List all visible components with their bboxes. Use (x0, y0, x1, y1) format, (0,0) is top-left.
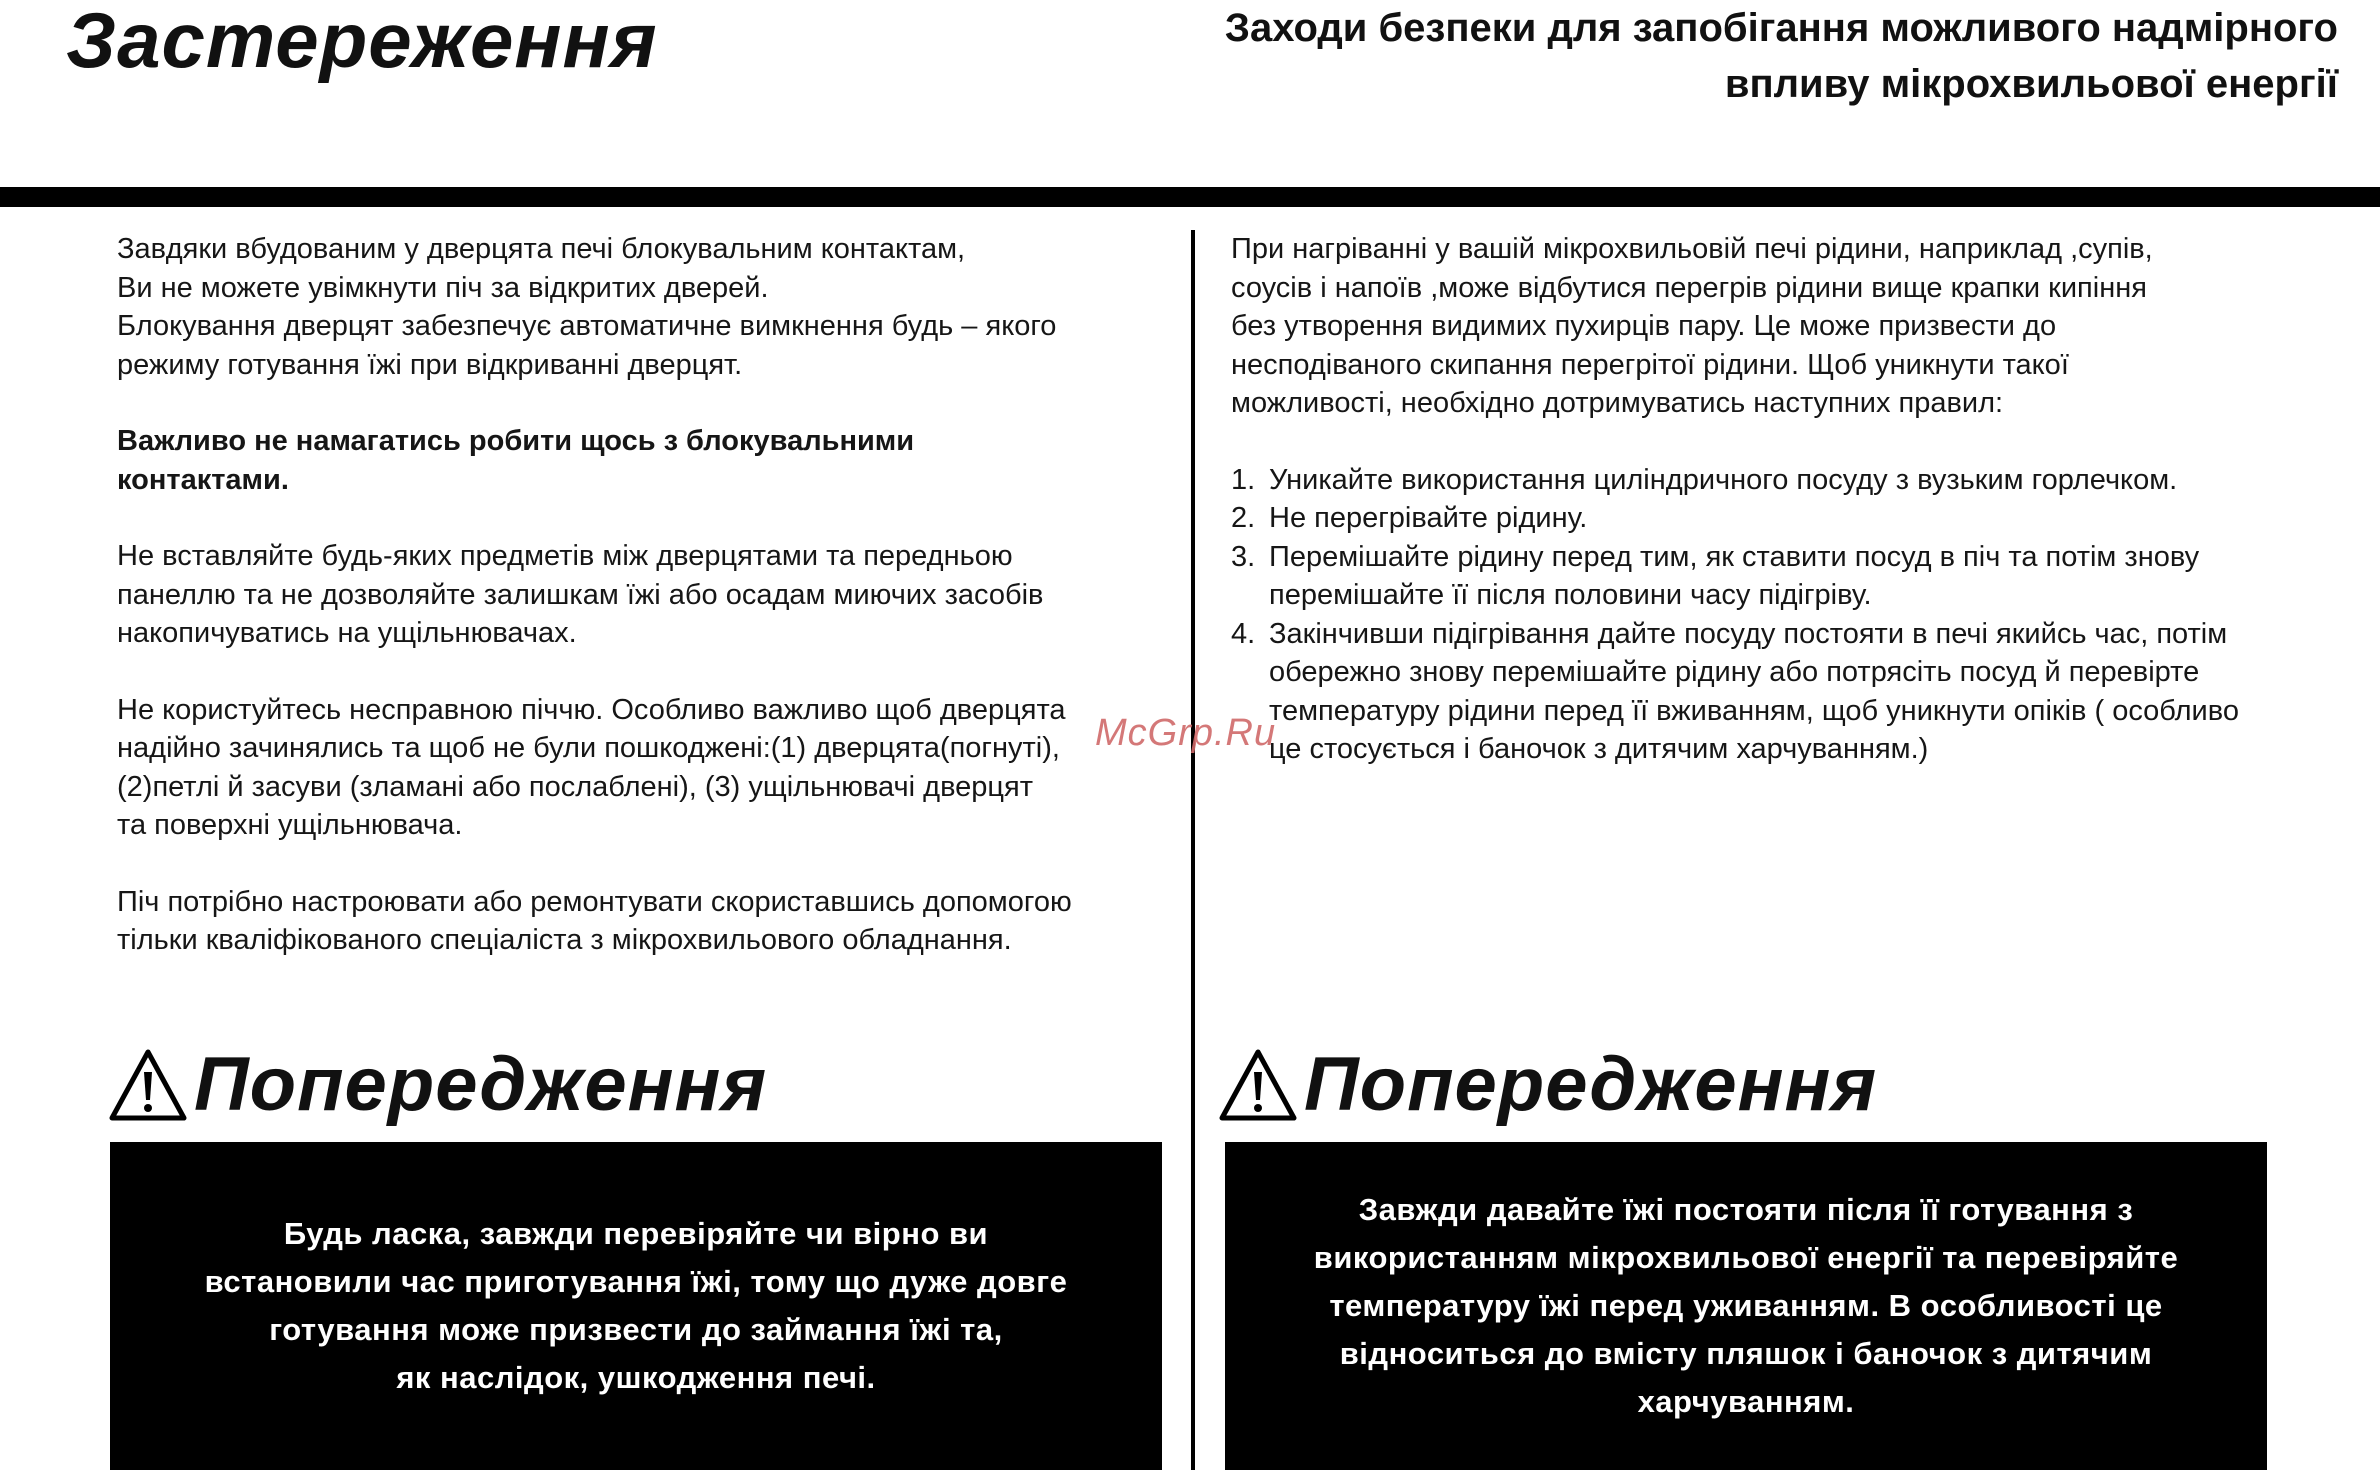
text-line: Піч потрібно настроювати або ремонтувати скориставшись допомогою (117, 885, 1072, 918)
overheating-paragraph (1231, 230, 2311, 423)
text-line: Важливо не намагатись робити щось з блокувальними (117, 425, 915, 457)
text-line: Закінчивши підігрівання дайте посуду постояти в печі якийсь час, потім (1269, 617, 2228, 650)
list-item (1231, 461, 2311, 500)
text-line: це стосується і баночок з дитячим харчуванням.) (1269, 733, 1929, 765)
list-number: 1. (1231, 463, 1256, 496)
text-line: Будь ласка, завжди перевіряйте чи вірно ви (283, 1216, 989, 1251)
page-subtitle (938, 0, 2338, 112)
right-column (1231, 230, 2311, 769)
warning-triangle-icon (108, 1048, 188, 1122)
warning-triangle-icon (1218, 1048, 1298, 1122)
text-line: температуру рідини перед її вживанням, щоб уникнути опіків ( особливо (1269, 694, 2239, 727)
text-line: Перемішайте рідину перед тим, як ставити посуд в піч та потім знову (1269, 540, 2200, 573)
text-line: готування може призвести до займання їжі та, (269, 1312, 1003, 1347)
text-line: несподіваного скипання перегрітої рідини. Щоб уникнути такої (1231, 348, 2069, 381)
text-line: тільки кваліфікованого спеціаліста з мікрохвильового обладнання. (117, 924, 1012, 956)
text-line: обережно знову перемішайте рідину або потрясіть посуд й перевірте (1269, 656, 2200, 688)
column-divider (1191, 230, 1195, 1470)
text-line: Блокування дверцят забезпечує автоматичне вимкнення будь – якого (117, 310, 1057, 342)
list-number: 4. (1231, 617, 1256, 650)
warning-text (1284, 1186, 2208, 1426)
page-title: Застереження (66, 0, 658, 84)
text-line: (2)петлі й засуви (зламані або послаблені), (3) ущільнювачі дверцят (117, 770, 1034, 803)
list-item (1231, 499, 2311, 538)
text-line: можливості, необхідно дотримуватись наступних правил: (1231, 387, 2004, 419)
damage-paragraph (117, 691, 1177, 845)
text-line: відноситься до вмісту пляшок і баночок з дитячим (1339, 1336, 2153, 1371)
warning-title: Попередження (1304, 1042, 1878, 1127)
text-line: контактами. (117, 463, 289, 496)
text-line: як наслідок, ушкодження печі. (396, 1360, 876, 1395)
text-line: панеллю та не дозволяйте залишкам їжі або осадам миючих засобів (117, 578, 1044, 611)
text-line: надійно зачинялись та щоб не були пошкоджені:(1) дверцята(погнуті), (117, 732, 1060, 764)
text-line: використанням мікрохвильової енергії та перевіряйте (1313, 1240, 2179, 1275)
header-rule (0, 187, 2380, 207)
subtitle-line: Заходи безпеки для запобігання можливого надмірного (1224, 6, 2338, 50)
warning-box-right (1225, 1142, 2267, 1470)
list-item (1231, 615, 2311, 769)
text-line: соусів і напоїв ,може відбутися перегрів рідини вище крапки кипіння (1231, 271, 2147, 304)
text-line: Не вставляйте будь-яких предметів між дверцятами та передньою (117, 540, 1013, 572)
service-paragraph (117, 883, 1177, 960)
text-line: без утворення видимих пухирців пару. Це може призвести до (1231, 310, 2057, 342)
text-line: та поверхні ущільнювача. (117, 809, 463, 841)
interlock-paragraph (117, 230, 1177, 384)
warning-box-left (110, 1142, 1162, 1470)
text-line: Завдяки вбудованим у дверцята печі блокувальним контактам, (117, 233, 966, 265)
text-line: накопичуватись на ущільнювачах. (117, 617, 577, 649)
left-column (117, 230, 1177, 998)
warning-heading-right (1218, 1040, 1877, 1130)
text-line: Ви не можете увімкнути піч за відкритих дверей. (117, 271, 769, 304)
warning-heading-left (108, 1040, 767, 1130)
text-line: температуру їжі перед уживанням. В особливості це (1329, 1288, 2163, 1323)
text-line: Не перегрівайте рідину. (1269, 502, 1588, 534)
text-line: встановили час приготування їжі, тому що дуже довге (204, 1264, 1068, 1299)
rules-list (1231, 461, 2311, 769)
warning-text (175, 1210, 1098, 1402)
text-line: Не користуйтесь несправною піччю. Особливо важливо щоб дверцята (117, 693, 1066, 726)
warning-title: Попередження (194, 1042, 768, 1127)
subtitle-line: впливу мікрохвильової енергії (1724, 62, 2338, 106)
list-number: 2. (1231, 502, 1256, 534)
interlock-warning-paragraph (117, 422, 1177, 499)
text-line: При нагріванні у вашій мікрохвильовій печі рідини, наприклад ,супів, (1231, 233, 2153, 265)
watermark: McGrp.Ru (1095, 712, 1277, 754)
seal-paragraph (117, 537, 1177, 653)
text-line: Уникайте використання циліндричного посуду з вузьким горлечком. (1269, 463, 2178, 496)
list-item (1231, 538, 2311, 615)
list-number: 3. (1231, 540, 1256, 573)
text-line: режиму готування їжі при відкриванні дверцят. (117, 348, 743, 381)
text-line: Завжди давайте їжі постояти після її готування з (1358, 1192, 2134, 1227)
text-line: харчуванням. (1637, 1384, 1855, 1419)
text-line: перемішайте її після половини часу підігріву. (1269, 579, 1872, 611)
